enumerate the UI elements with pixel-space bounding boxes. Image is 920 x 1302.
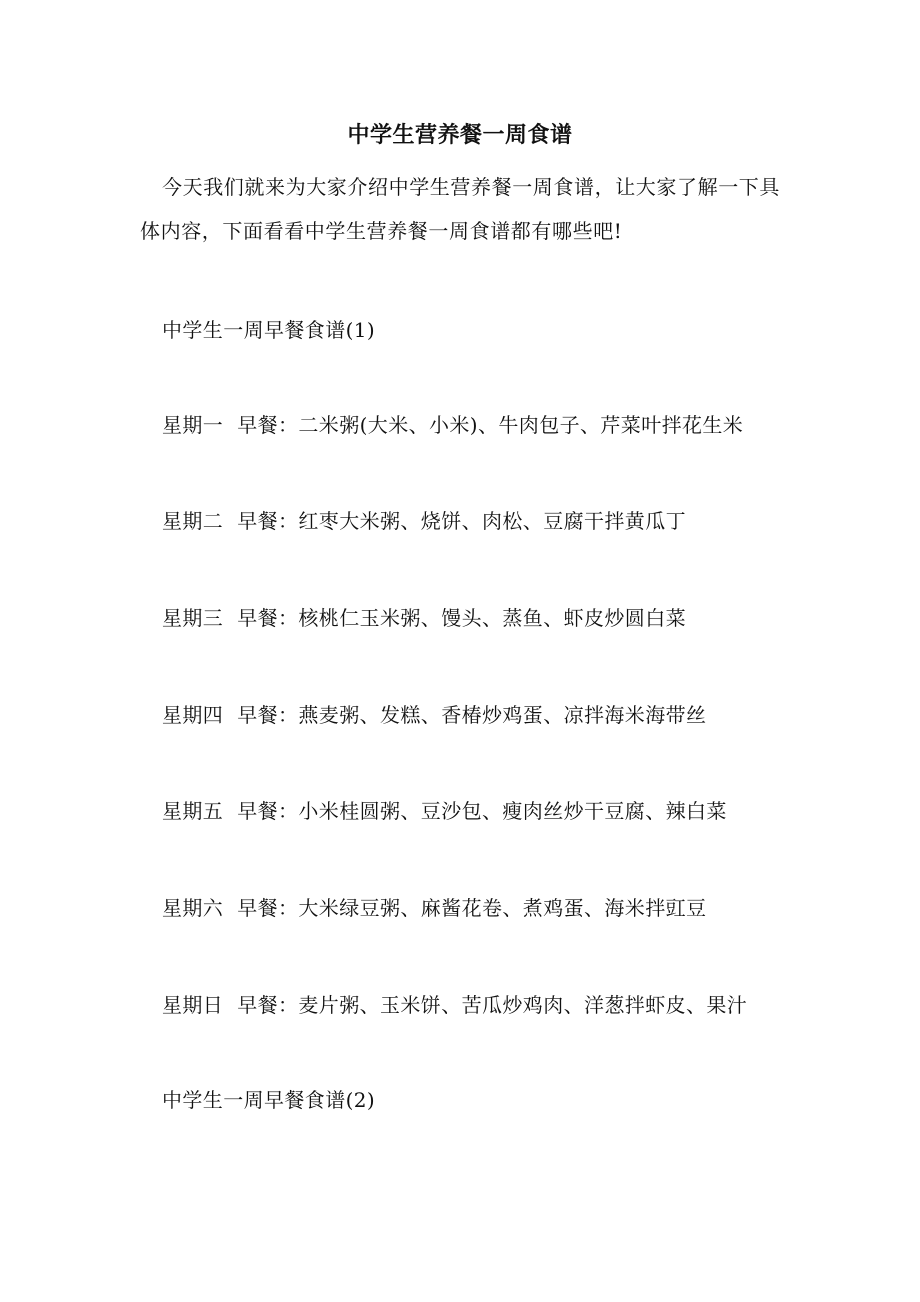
meal-label: 早餐： (237, 606, 299, 630)
menu-line-thursday (162, 700, 706, 730)
menu-line-friday (162, 796, 727, 826)
day-label: 星期日 (162, 993, 224, 1017)
day-label: 星期三 (162, 606, 224, 630)
menu-line-saturday (162, 893, 706, 923)
day-label: 星期五 (162, 799, 224, 823)
menu-line-monday (162, 410, 743, 440)
menu-line-wednesday (162, 603, 686, 633)
day-label: 星期四 (162, 703, 224, 727)
meal-label: 早餐： (237, 509, 299, 533)
meal-label: 早餐： (237, 896, 299, 920)
meal-label: 早餐： (237, 993, 299, 1017)
menu-line-tuesday (162, 506, 686, 536)
section-heading-1: 中学生一周早餐食谱(1) (162, 318, 376, 342)
menu-items: 红枣大米粥、烧饼、肉松、豆腐干拌黄瓜丁 (298, 509, 687, 533)
document-title: 中学生营养餐一周食谱 (347, 122, 573, 148)
day-label: 星期六 (162, 896, 224, 920)
menu-items: 小米桂圆粥、豆沙包、瘦肉丝炒干豆腐、辣白菜 (298, 799, 727, 823)
meal-label: 早餐： (237, 703, 299, 727)
section-heading-2: 中学生一周早餐食谱(2) (162, 1088, 376, 1112)
intro-paragraph: 今天我们就来为大家介绍中学生营养餐一周食谱，让大家了解一下具体内容，下面看看中学生营养餐一周食谱都有哪些吧! (140, 175, 780, 243)
menu-items: 大米绿豆粥、麻酱花卷、煮鸡蛋、海米拌豇豆 (298, 896, 707, 920)
menu-items: 麦片粥、玉米饼、苦瓜炒鸡肉、洋葱拌虾皮、果汁 (298, 993, 748, 1017)
meal-label: 早餐： (237, 413, 299, 437)
meal-label: 早餐： (237, 799, 299, 823)
day-label: 星期二 (162, 509, 224, 533)
menu-line-sunday (162, 990, 747, 1020)
menu-items: 燕麦粥、发糕、香椿炒鸡蛋、凉拌海米海带丝 (298, 703, 707, 727)
menu-items: 二米粥(大米、小米)、牛肉包子、芹菜叶拌花生米 (298, 413, 744, 437)
day-label: 星期一 (162, 413, 224, 437)
menu-items: 核桃仁玉米粥、馒头、蒸鱼、虾皮炒圆白菜 (298, 606, 687, 630)
